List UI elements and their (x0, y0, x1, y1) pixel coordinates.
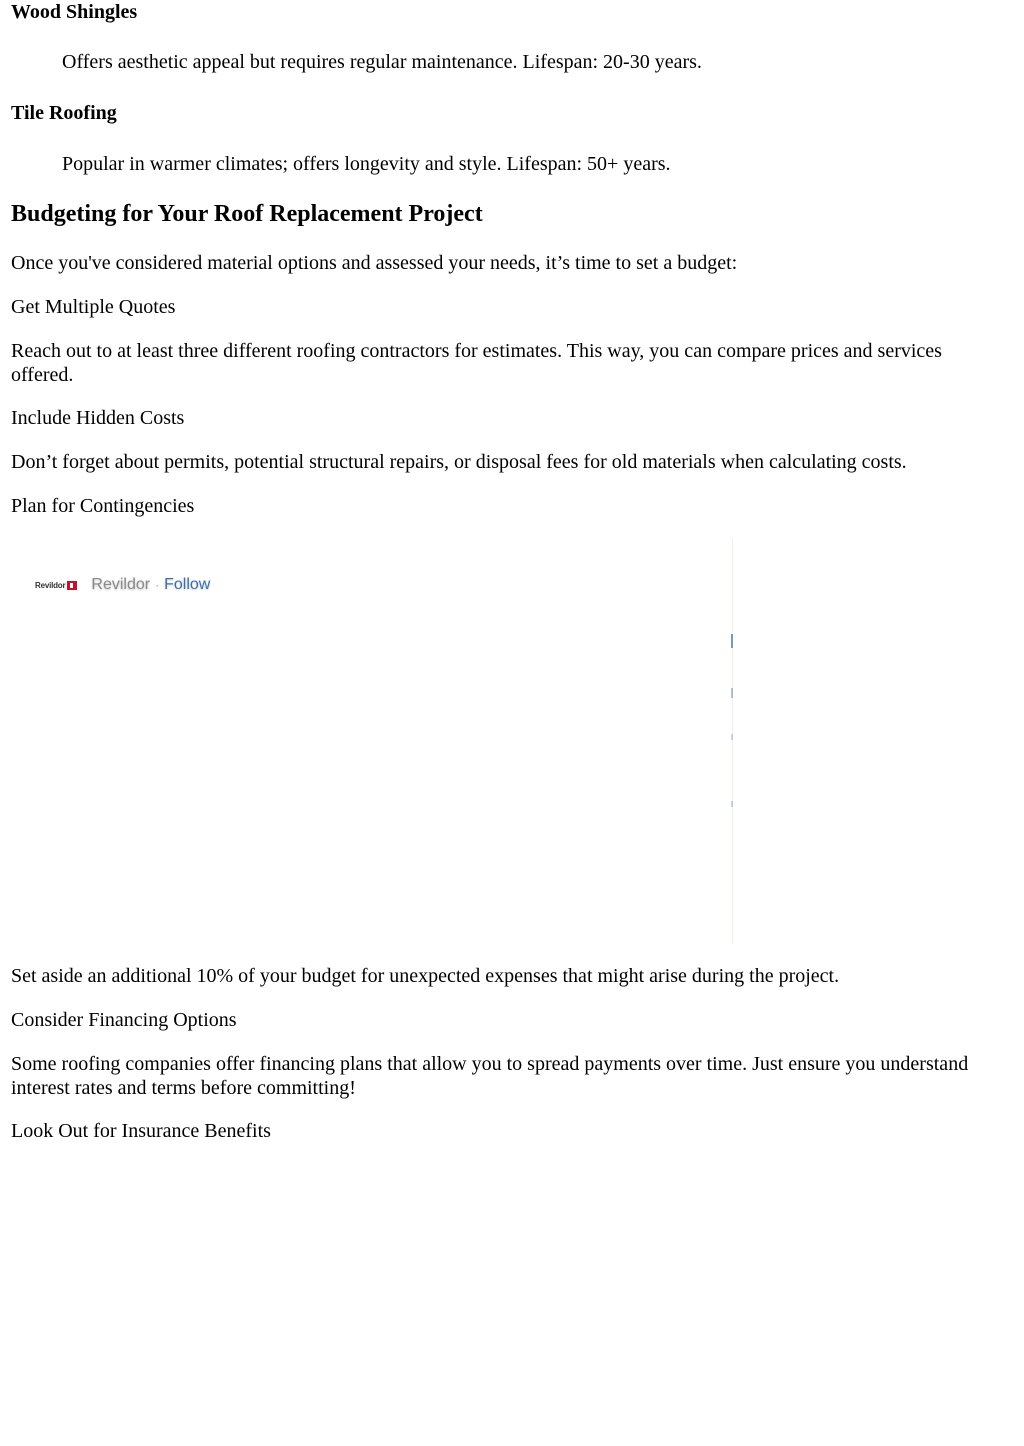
logo-wordmark: Revildor (35, 580, 66, 590)
follow-button[interactable]: Follow (164, 576, 211, 593)
material-name: Wood Shingles (11, 1, 138, 23)
section-heading: Budgeting for Your Roof Replacement Project (11, 201, 483, 227)
budget-item-body: Reach out to at least three different roofing contractors for estimates. This way, you can compare prices and services offered. (11, 340, 942, 386)
embed-edge-mark (731, 801, 733, 807)
separator-dot: · (155, 578, 160, 592)
revildor-logo[interactable] (35, 581, 77, 590)
embed-header (35, 573, 210, 597)
material-description: Popular in warmer climates; offers longevity and style. Lifespan: 50+ years. (62, 153, 671, 175)
budget-item-title: Plan for Contingencies (11, 495, 195, 517)
embed-edge-mark (731, 634, 733, 648)
logo-mark-icon (67, 581, 77, 590)
budget-item-title: Consider Financing Options (11, 1009, 237, 1031)
budget-item-body: Don’t forget about permits, potential structural repairs, or disposal fees for old materials when calculating costs. (11, 451, 907, 473)
budget-item-title: Look Out for Insurance Benefits (11, 1120, 271, 1142)
embed-author-link[interactable]: Revildor (91, 576, 151, 593)
budget-item-body: Set aside an additional 10% of your budget for unexpected expenses that might arise during the project. (11, 965, 840, 987)
budget-item-title: Include Hidden Costs (11, 407, 185, 429)
embedded-presentation[interactable] (11, 539, 733, 944)
embed-edge-mark (731, 734, 733, 740)
material-name: Tile Roofing (11, 102, 117, 124)
budget-item-title: Get Multiple Quotes (11, 296, 176, 318)
material-description: Offers aesthetic appeal but requires regular maintenance. Lifespan: 20-30 years. (62, 51, 702, 73)
embed-edge-mark (731, 688, 733, 698)
budget-item-body: Some roofing companies offer financing plans that allow you to spread payments over time. Just ensure you understand interest rates and terms before committing! (11, 1053, 969, 1099)
section-intro: Once you've considered material options and assessed your needs, it’s time to set a budget: (11, 252, 738, 274)
embed-right-edge (732, 539, 733, 944)
